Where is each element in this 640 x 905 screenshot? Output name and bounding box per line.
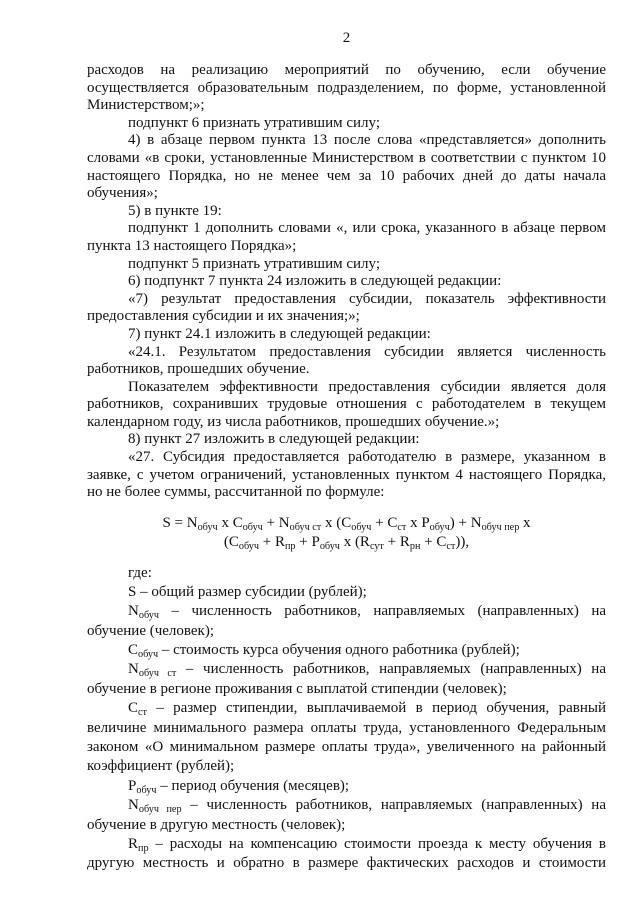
formula-term: x P xyxy=(406,515,430,531)
text-line: подпункт 6 признать утратившим силу; xyxy=(128,114,380,131)
definition-subscript: обуч ст xyxy=(138,668,177,680)
definition-subscript: обуч xyxy=(138,610,159,622)
formula-line xyxy=(87,533,606,552)
formula-subscript: обуч xyxy=(242,521,263,533)
paragraph xyxy=(87,220,606,255)
formula-subscript: пр xyxy=(284,540,296,552)
text-line: Показателем эффективности предоставления субсидии является доля xyxy=(128,378,606,395)
definition-line xyxy=(87,641,606,660)
paragraph xyxy=(87,291,606,326)
document-body xyxy=(87,62,606,502)
formula-subscript: обуч xyxy=(429,521,450,533)
text-line: Министерством;»; xyxy=(87,97,205,114)
text-line: расходов на реализацию мероприятий по обучению, если обучение xyxy=(87,62,606,78)
paragraph xyxy=(87,62,606,115)
definition-line: обучение в регионе проживания с выплатой стипендии (человек); xyxy=(87,680,507,697)
text-line: подпункт 5 признать утратившим силу; xyxy=(128,255,380,272)
definition-text: – численность работников, направляемых (направленных) на xyxy=(176,661,606,678)
formula-subscript: рн xyxy=(409,540,421,552)
formula-term: + C xyxy=(420,533,447,550)
paragraph xyxy=(87,256,606,274)
formula-term: x (C xyxy=(321,515,352,531)
formula-subscript: сут xyxy=(369,540,384,552)
definition-line xyxy=(87,699,606,718)
text-line: «7) результат предоставления субсидии, показатель эффективности xyxy=(128,290,606,307)
formula-term: )), xyxy=(455,533,470,550)
text-line: «27. Субсидия предоставляется работодателю в размере, указанном в xyxy=(128,449,606,466)
text-line: пункта 13 настоящего Порядка»; xyxy=(87,237,297,254)
definition-symbol: S xyxy=(128,583,137,600)
definition xyxy=(87,699,606,777)
definition-subscript: обуч xyxy=(138,648,159,660)
text-line: 7) пункт 24.1 изложить в следующей редакции: xyxy=(128,325,431,342)
definition-line: обучение в другую местность (человек); xyxy=(87,816,346,833)
definition-text: – стоимость курса обучения одного работника (рублей); xyxy=(158,642,520,659)
formula-term: S = N xyxy=(162,515,198,531)
definition-subscript: обуч пер xyxy=(138,804,182,816)
text-line: календарном году, из числа работников, прошедших обучение.»; xyxy=(87,413,500,430)
formula-subscript: обуч пер xyxy=(481,521,520,533)
paragraph xyxy=(87,326,606,344)
definition xyxy=(87,777,606,796)
text-line: 4) в абзаце первом пункта 13 после слова «представляется» дополнить xyxy=(128,132,606,149)
definition-line xyxy=(87,602,606,621)
definition-symbol: C xyxy=(128,642,139,659)
text-line: заявке, с учетом ограничений, установленных пунктом 4 настоящего Порядка, xyxy=(87,466,606,483)
subsidy-formula xyxy=(87,514,606,551)
text-line: обучения»; xyxy=(87,185,158,202)
where-label: где: xyxy=(128,564,152,581)
formula-term: x xyxy=(519,515,531,531)
formula-subscript: обуч xyxy=(319,540,340,552)
formula-term: (C xyxy=(223,533,239,550)
paragraph xyxy=(87,379,606,432)
definition-line: коэффициент (рублей); xyxy=(87,758,235,775)
definition xyxy=(87,641,606,660)
definition-symbol: R xyxy=(128,835,139,852)
formula-subscript: обуч xyxy=(197,521,218,533)
formula-term: + R xyxy=(383,533,410,550)
definition-symbol: N xyxy=(128,603,139,620)
text-line: работников, прошедших обучение. xyxy=(87,361,310,378)
text-line: 6) подпункт 7 пункта 24 изложить в следующей редакции: xyxy=(128,273,502,290)
paragraph xyxy=(87,431,606,449)
formula-term: + R xyxy=(259,533,285,550)
definition-text: – численность работников, направляемых (направленных) на xyxy=(181,797,606,814)
paragraph xyxy=(87,344,606,379)
text-line: 8) пункт 27 изложить в следующей редакции: xyxy=(128,431,420,448)
definition xyxy=(87,796,606,835)
text-line: 5) в пункте 19: xyxy=(128,202,222,219)
paragraph xyxy=(87,203,606,221)
definition-symbol: C xyxy=(128,700,139,717)
definition-text: – расходы на компенсацию стоимости проезда к месту обучения в xyxy=(148,835,606,852)
text-line: «24.1. Результатом предоставления субсидии является численность xyxy=(128,343,606,360)
page-number: 2 xyxy=(342,30,351,46)
definition-line: величине минимального размера оплаты труда, установленного Федеральным xyxy=(87,719,606,736)
formula-subscript: обуч xyxy=(238,540,259,552)
paragraph xyxy=(87,132,606,202)
definition-line xyxy=(87,835,606,854)
definition xyxy=(87,602,606,641)
formula-term: x C xyxy=(217,515,243,531)
text-line: предоставления субсидии и их значения;»; xyxy=(87,308,360,325)
definition-text: – период обучения (месяцев); xyxy=(156,777,350,794)
definition-text: – численность работников, направляемых (направленных) на xyxy=(158,603,606,620)
text-line: настоящего Порядка, но не менее чем за 10 рабочих дней до даты начала xyxy=(87,167,606,184)
definition xyxy=(87,835,606,874)
formula-term: ) + N xyxy=(449,515,482,531)
text-line: осуществляется образовательным подразделением, по форме, установленной xyxy=(87,79,606,96)
text-line: работников, сохранивших трудовые отношения с работодателем в текущем xyxy=(87,396,606,413)
paragraph xyxy=(87,449,606,502)
definition-line xyxy=(87,796,606,815)
definition-line xyxy=(87,777,606,796)
paragraph xyxy=(87,273,606,291)
definition xyxy=(87,660,606,699)
definition-symbol: N xyxy=(128,797,139,814)
formula-term: + N xyxy=(262,515,290,531)
definition-text: – общий размер субсидии (рублей); xyxy=(136,583,367,600)
definition-line: другую местность и обратно в размере фактических расходов и стоимости xyxy=(87,855,606,872)
formula-subscript: ст xyxy=(397,521,407,533)
formula-definitions xyxy=(87,564,606,874)
formula-line xyxy=(87,514,606,533)
definition-symbol: P xyxy=(128,777,137,794)
definition-subscript: ст xyxy=(138,707,147,719)
formula-subscript: обуч xyxy=(351,521,372,533)
definition-subscript: обуч xyxy=(136,784,157,796)
definition-symbol: N xyxy=(128,661,139,678)
formula-subscript: обуч ст xyxy=(289,521,322,533)
definition-line xyxy=(87,660,606,679)
paragraph xyxy=(87,115,606,133)
definition-line: обучение (человек); xyxy=(87,622,215,639)
definition-line: законом «О минимальном размере оплаты труда», увеличенного на районный xyxy=(87,739,606,756)
definition xyxy=(87,583,606,602)
text-line: но не более суммы, рассчитанной по формуле: xyxy=(87,484,385,501)
formula-term: + P xyxy=(295,533,320,550)
formula-term: + C xyxy=(371,515,398,531)
text-line: словами «в сроки, установленные Министерством в соответствии с пунктом 10 xyxy=(87,149,606,166)
formula-term: x (R xyxy=(339,533,370,550)
definition-line xyxy=(87,583,606,602)
definition-subscript: пр xyxy=(138,842,149,854)
definition-text: – размер стипендии, выплачиваемой в период обучения, равный xyxy=(147,700,606,717)
formula-subscript: ст xyxy=(446,540,456,552)
text-line: подпункт 1 дополнить словами «, или срока, указанного в абзаце первом xyxy=(128,220,606,237)
